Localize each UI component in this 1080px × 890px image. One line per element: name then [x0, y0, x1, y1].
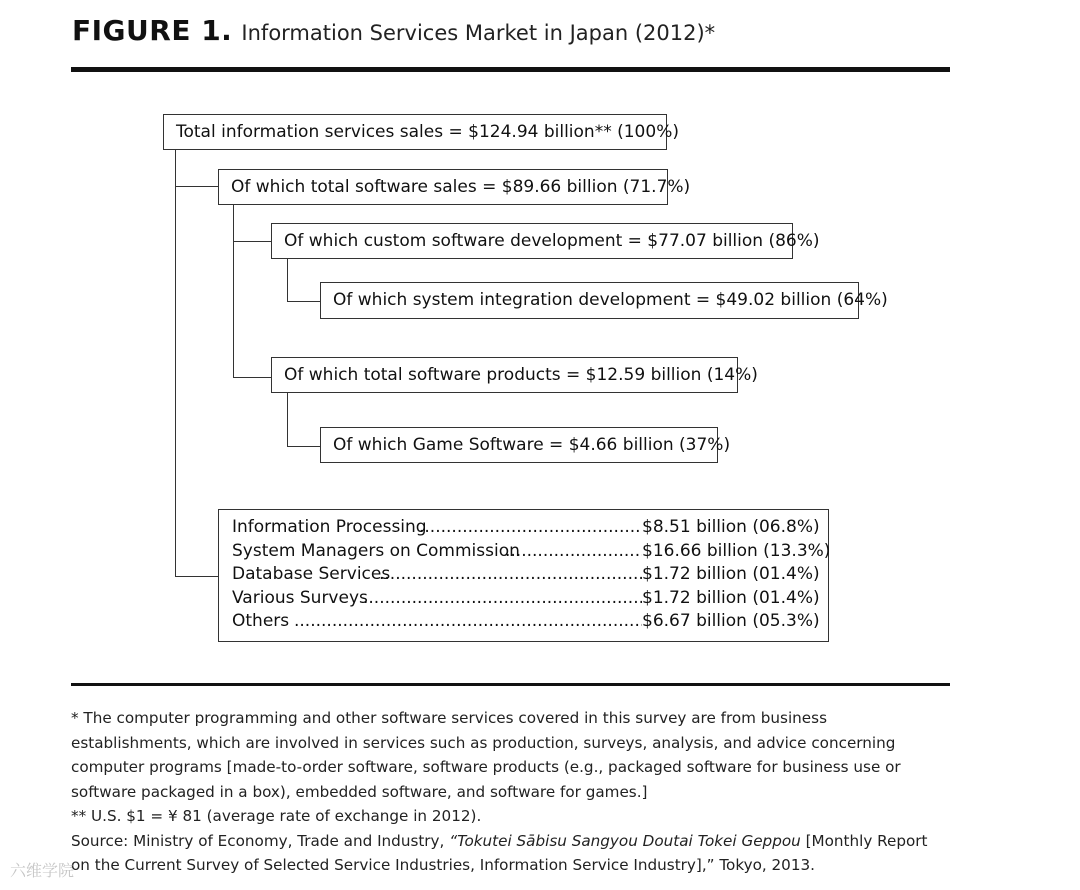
service-label: Information Processing — [232, 517, 427, 537]
leader-dots — [294, 610, 642, 634]
footnote-exchange-rate: ** U.S. $1 = ¥ 81 (average rate of exchange in 2012). — [71, 807, 482, 825]
system-integration-box — [320, 282, 888, 319]
source-title: “Tokutei Sābisu Sangyou Doutai Tokei Geppou — [449, 831, 801, 850]
game-software-box — [320, 427, 731, 463]
service-label: Various Surveys — [232, 587, 368, 608]
service-label: System Managers on Commission — [232, 540, 520, 561]
connector-software-branch — [233, 204, 234, 378]
figure-title — [72, 14, 715, 47]
service-value: $1.72 billion (01.4%) — [642, 587, 820, 608]
connector-to-other-services — [175, 576, 218, 577]
connector-trunk — [175, 149, 176, 576]
top-rule — [71, 67, 950, 72]
figure-caption: Information Services Market in Japan (2012)* — [241, 21, 716, 45]
connector-products-branch — [287, 392, 288, 447]
watermark-text: 六维学院 — [10, 861, 75, 880]
list-item — [232, 540, 831, 564]
source-note — [71, 829, 951, 878]
software-products-text: Of which total software products = $12.59 billion (14%) — [284, 364, 758, 385]
connector-to-game-software — [287, 446, 320, 447]
game-software-text: Of which Game Software = $4.66 billion (37%) — [333, 434, 731, 455]
leader-dots — [505, 540, 642, 564]
list-item — [232, 610, 818, 634]
list-item — [232, 516, 818, 540]
system-integration-text: Of which system integration development = $49.02 billion (64%) — [333, 290, 888, 310]
footnote-scope: * The computer programming and other software services covered in this survey are from business establishments, which are involved in services such as production, surveys, analysis, and advice concerning computer programs [made-to-order software, software products (e.g., packaged software for business use or software packaged in a box), embedded software, and software for games.] — [71, 709, 901, 801]
total-sales-box — [163, 114, 679, 150]
bottom-rule — [71, 683, 950, 686]
custom-dev-text: Of which custom software development = $77.07 billion (86%) — [284, 230, 820, 251]
custom-dev-box — [271, 223, 820, 259]
service-value: $6.67 billion (05.3%) — [642, 611, 820, 632]
connector-to-software — [175, 186, 218, 187]
service-value: $1.72 billion (01.4%) — [642, 564, 820, 585]
connector-custom-branch — [287, 258, 288, 301]
watermark-logo — [10, 858, 74, 881]
source-prefix: Source: Ministry of Economy, Trade and Industry, — [71, 831, 450, 850]
list-item — [232, 587, 818, 611]
figure-label: FIGURE 1. — [72, 14, 233, 47]
software-sales-text: Of which total software sales = $89.66 billion (71.7%) — [231, 176, 691, 197]
service-label: Database Services — [232, 564, 391, 585]
leader-dots — [363, 587, 642, 611]
software-sales-box — [218, 169, 691, 205]
connector-to-software-products — [233, 377, 271, 378]
other-services-box — [218, 509, 829, 642]
total-sales-text: Total information services sales = $124.94 billion** (100%) — [176, 121, 679, 142]
footnotes — [71, 706, 951, 878]
connector-to-custom-dev — [233, 241, 271, 242]
leader-dots — [419, 516, 642, 540]
connector-to-system-integration — [287, 301, 320, 302]
list-item — [232, 563, 818, 587]
service-label: Others — [232, 611, 290, 632]
software-products-box — [271, 357, 758, 393]
leader-dots — [379, 563, 642, 587]
service-value: $16.66 billion (13.3%) — [642, 540, 831, 561]
source-suffix: [Monthly Report on the Current Survey of Selected Service Industries, Information Service Industry],” Tokyo, 2013. — [71, 831, 928, 874]
service-value: $8.51 billion (06.8%) — [642, 517, 820, 537]
